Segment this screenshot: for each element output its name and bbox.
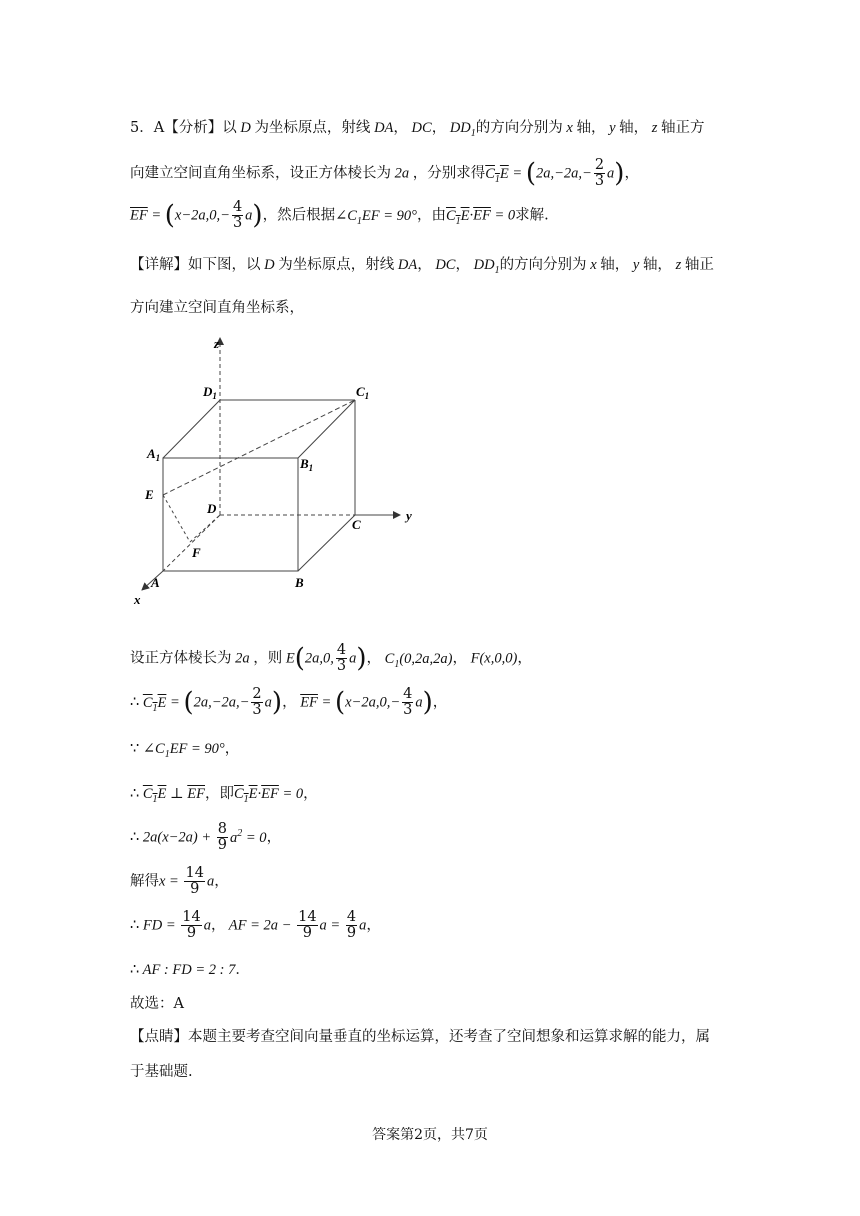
segment-EF (163, 495, 190, 542)
step-5: ∴ 2a(x−2a) + $\frac{8}{9}$ $a^2 = 0$， (130, 821, 282, 854)
label-C: C (352, 517, 361, 532)
label-A1: $A_1$ (147, 446, 161, 463)
label-B: B (295, 575, 304, 590)
label-B1: $B_1$ (300, 456, 314, 473)
analysis-line-1: 5．A【分析】以 D 为坐标原点，射线 DA， DC， $DD_1$的方向分别为 x 轴， y 轴， z 轴正方 (130, 120, 705, 139)
detail-line-1: 【详解】如下图，以 D 为坐标原点，射线 DA， DC， $DD_1$的方向分别为 x 轴， y 轴， z 轴正 (130, 257, 714, 276)
detail-line-2: 方向建立空间直角坐标系， (130, 300, 304, 316)
step-7: ∴ FD = $\frac{14}{9}$ a， AF = 2a − $\frac{14}{9}$ a = $\frac{4}{9}$ a， (130, 909, 381, 942)
segment-EC1 (163, 400, 355, 495)
label-E: E (145, 487, 154, 502)
comment-line-2: 于基础题. (130, 1064, 193, 1080)
label-C1: $C_1$ (356, 384, 370, 401)
analysis-line-3: $\overline{EF} = (x-2a,0,-$ $\frac{4}{3}$ a)，然后根据$\angle C_1EF = 90^\circ$，由$C_1E\cdot\overline{EF} = 0$求解. (130, 199, 549, 232)
label-x: x (134, 592, 141, 607)
step-8: ∴ AF : FD = 2 : 7． (130, 962, 250, 978)
analysis-line-2: 向建立空间直角坐标系，设正方体棱长为 2a ，分别求得$C_1E = (2a,-2a,-$ $\frac{2}{3}$ a)， (130, 157, 639, 190)
cube-figure (130, 330, 430, 620)
step-2: ∴ $C_1E = (2a,-2a,-$ $\frac{2}{3}$ a)， $\overline{EF} = (x-2a,0,-$ $\frac{4}{3}$ a)， (130, 686, 448, 719)
label-F: F (192, 545, 201, 560)
label-D1: $D_1$ (203, 384, 217, 401)
label-z: z (214, 336, 220, 351)
segment-FD (190, 515, 220, 542)
x-axis (163, 515, 220, 571)
step-3: ∵ $\angle C_1EF = 90^\circ$， (130, 741, 240, 760)
answer-line: 故选：A (130, 996, 184, 1012)
step-1: 设正方体棱长为 2a ，则 E(2a,0, $\frac{4}{3}$ a)， $C_1(0,2a,2a)$， F(x,0,0)， (130, 642, 532, 675)
step-6: 解得x = $\frac{14}{9}$ a， (130, 865, 229, 898)
step-4: ∴ $C_1E$ ⊥ $\overline{EF}$，即$C_1E\cdot\overline{EF} = 0$， (130, 786, 318, 805)
label-A: A (151, 575, 160, 590)
label-y: y (406, 508, 412, 523)
label-D: D (207, 501, 217, 516)
page-footer: 答案第2页，共7页 (372, 1127, 488, 1143)
comment-line-1: 【点睛】本题主要考查空间向量垂直的坐标运算，还考查了空间想象和运算求解的能力，属 (130, 1029, 710, 1045)
